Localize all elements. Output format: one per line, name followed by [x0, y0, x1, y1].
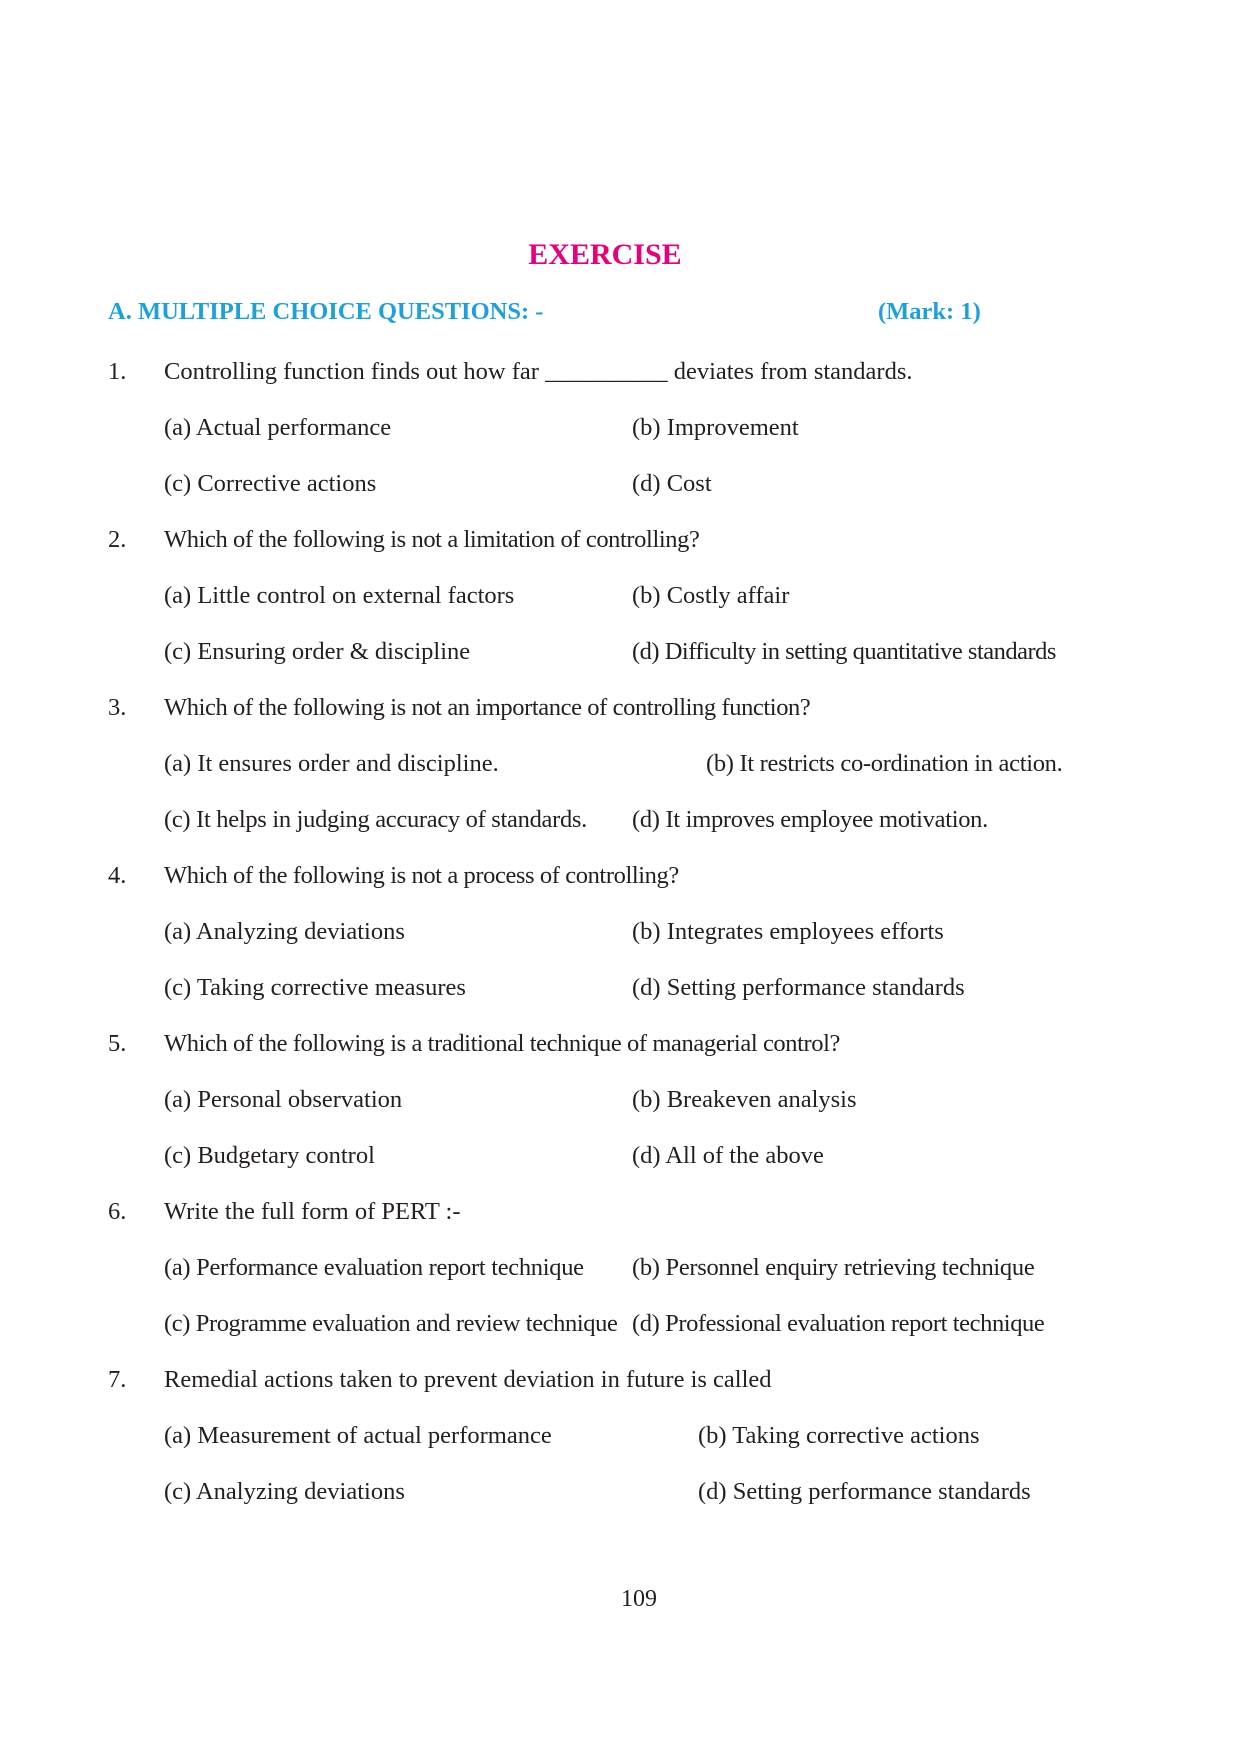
question-number: 5. [108, 1030, 127, 1057]
option-c: (c) Budgetary control [164, 1142, 375, 1169]
option-b: (b) It restricts co-ordination in action. [706, 750, 1063, 777]
option-b: (b) Taking corrective actions [698, 1422, 980, 1449]
option-a: (a) Actual performance [164, 414, 392, 441]
question-number: 4. [108, 862, 127, 889]
page-number: 109 [621, 1586, 657, 1612]
option-c: (c) Taking corrective measures [164, 974, 466, 1001]
option-c: (c) Analyzing deviations [164, 1478, 405, 1505]
question-text: Which of the following is not a process of controlling? [164, 862, 679, 889]
question-text: Remedial actions taken to prevent deviation in future is called [164, 1366, 772, 1393]
option-b: (b) Personnel enquiry retrieving technique [632, 1254, 1035, 1281]
question-text: Write the full form of PERT :- [164, 1198, 461, 1225]
option-b: (b) Integrates employees efforts [632, 918, 944, 945]
option-b: (b) Breakeven analysis [632, 1086, 857, 1113]
option-a: (a) Personal observation [164, 1086, 403, 1113]
section-heading: A. MULTIPLE CHOICE QUESTIONS: - [108, 298, 544, 325]
option-d: (d) It improves employee motivation. [632, 806, 988, 833]
option-a: (a) It ensures order and discipline. [164, 750, 499, 777]
page-title: EXERCISE [528, 238, 682, 271]
option-b: (b) Improvement [632, 414, 799, 441]
question-number: 7. [108, 1366, 127, 1393]
option-a: (a) Performance evaluation report technique [164, 1254, 584, 1281]
option-a: (a) Little control on external factors [164, 582, 515, 609]
option-c: (c) It helps in judging accuracy of standards. [164, 806, 587, 833]
question-text: Controlling function finds out how far __________ deviates from standards. [164, 358, 913, 385]
question-number: 6. [108, 1198, 127, 1225]
question-number: 1. [108, 358, 127, 385]
option-c: (c) Programme evaluation and review technique [164, 1310, 618, 1337]
option-d: (d) Setting performance standards [698, 1478, 1031, 1505]
option-d: (d) All of the above [632, 1142, 824, 1169]
question-text: Which of the following is not a limitation of controlling? [164, 526, 700, 553]
question-number: 2. [108, 526, 127, 553]
option-a: (a) Analyzing deviations [164, 918, 405, 945]
option-a: (a) Measurement of actual performance [164, 1422, 552, 1449]
option-c: (c) Ensuring order & discipline [164, 638, 471, 665]
option-d: (d) Cost [632, 470, 712, 497]
mark-label: (Mark: 1) [878, 298, 981, 325]
question-text: Which of the following is not an importance of controlling function? [164, 694, 811, 721]
option-b: (b) Costly affair [632, 582, 790, 609]
option-d: (d) Setting performance standards [632, 974, 965, 1001]
question-text: Which of the following is a traditional technique of managerial control? [164, 1030, 841, 1057]
option-d: (d) Difficulty in setting quantitative standards [632, 638, 1056, 665]
question-number: 3. [108, 694, 127, 721]
option-d: (d) Professional evaluation report technique [632, 1310, 1045, 1337]
option-c: (c) Corrective actions [164, 470, 377, 497]
